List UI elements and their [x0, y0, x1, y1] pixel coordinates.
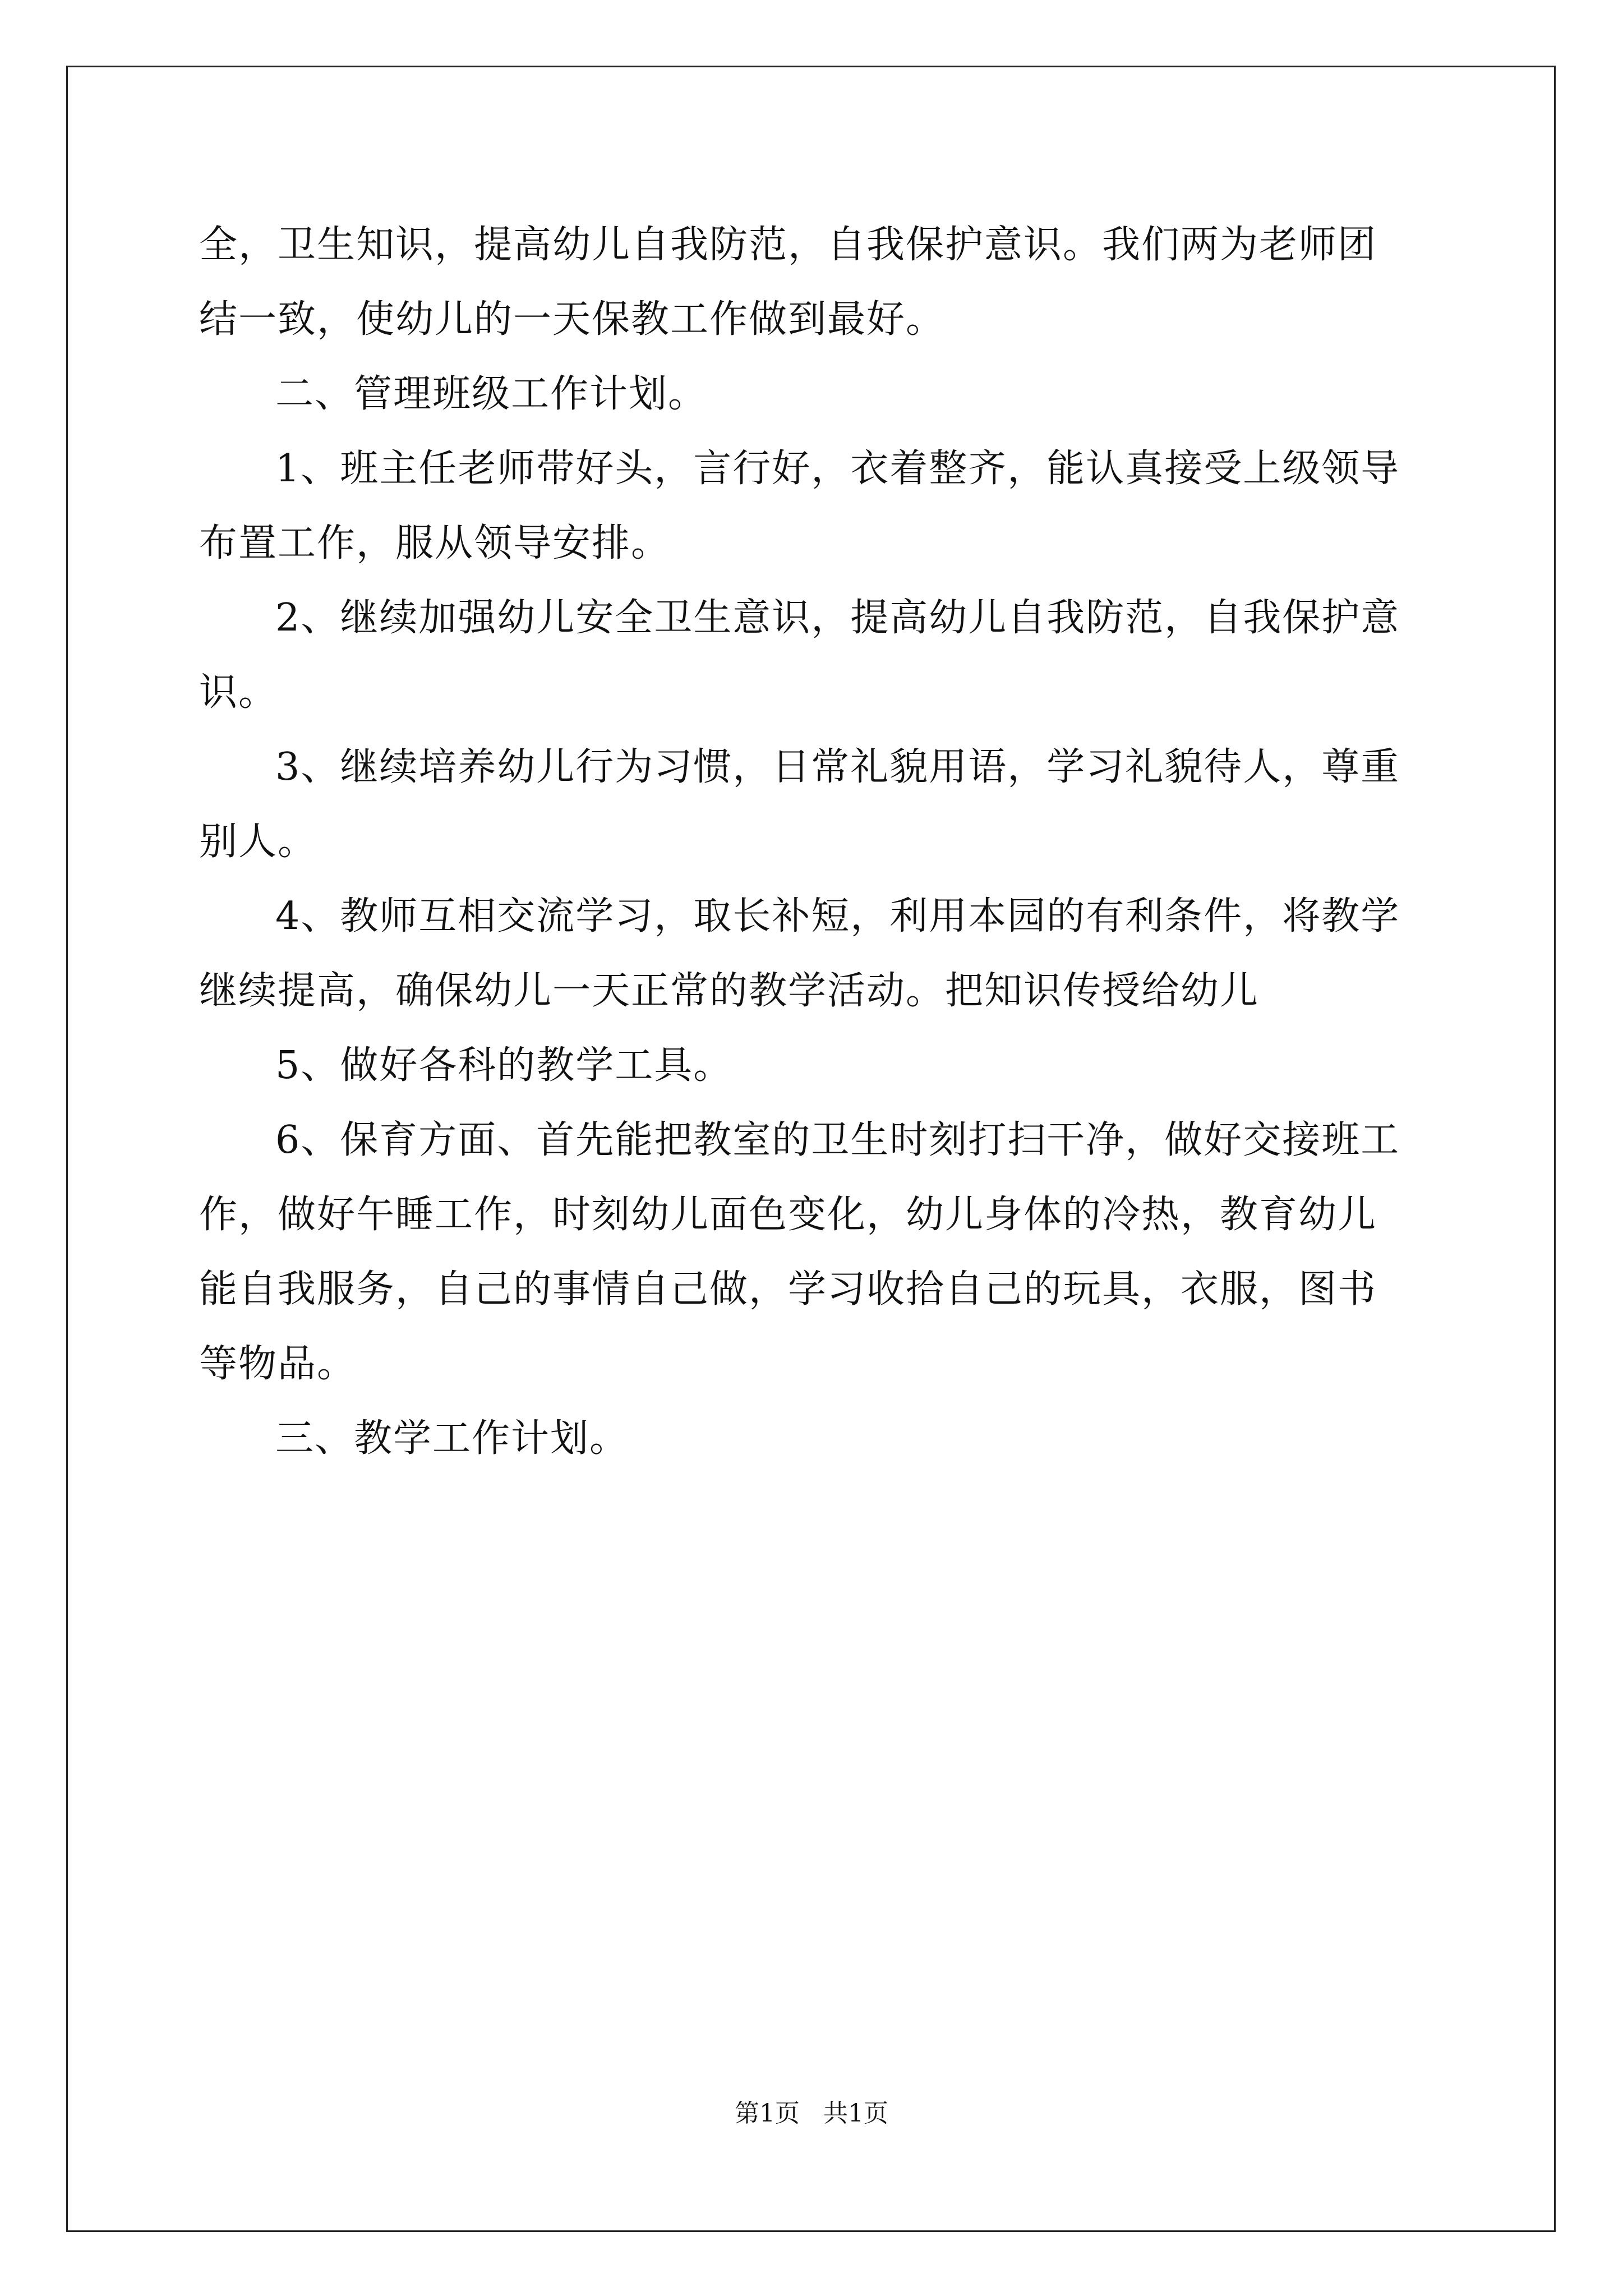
text-line: 3、继续培养幼儿行为习惯，日常礼貌用语，学习礼貌待人，尊重 [275, 745, 1400, 789]
text-line: 4、教师互相交流学习，取长补短，利用本园的有利条件，将教学 [275, 894, 1400, 938]
text-line: 全，卫生知识，提高幼儿自我防范，自我保护意识。我们两为老师团 [199, 223, 1377, 267]
text-line: 布置工作，服从领导安排。 [199, 521, 671, 565]
text-line: 继续提高，确保幼儿一天正常的教学活动。把知识传授给幼儿 [199, 969, 1260, 1013]
text-line: 等物品。 [199, 1342, 357, 1386]
text-line: 1、班主任老师带好头，言行好，衣着整齐，能认真接受上级领导 [275, 447, 1400, 491]
text-line: 5、做好各科的教学工具。 [275, 1043, 733, 1088]
text-line: 结一致，使幼儿的一天保教工作做到最好。 [199, 297, 946, 342]
text-line: 识。 [199, 670, 278, 715]
text-line: 2、继续加强幼儿安全卫生意识，提高幼儿自我防范，自我保护意 [275, 596, 1400, 640]
text-line: 作，做好午睡工作，时刻幼儿面色变化，幼儿身体的冷热，教育幼儿 [199, 1193, 1377, 1237]
page-number-current: 第1页 [735, 2099, 800, 2128]
section-heading: 二、管理班级工作计划。 [275, 372, 708, 416]
text-line: 别人。 [199, 820, 317, 864]
section-heading: 三、教学工作计划。 [275, 1416, 629, 1461]
page-footer [0, 2098, 1623, 2129]
text-line: 能自我服务，自己的事情自己做，学习收拾自己的玩具，衣服，图书 [199, 1267, 1377, 1312]
page-number-total: 共1页 [823, 2099, 888, 2128]
document-body [199, 208, 1433, 1476]
text-line: 6、保育方面、首先能把教室的卫生时刻打扫干净，做好交接班工 [275, 1118, 1400, 1162]
